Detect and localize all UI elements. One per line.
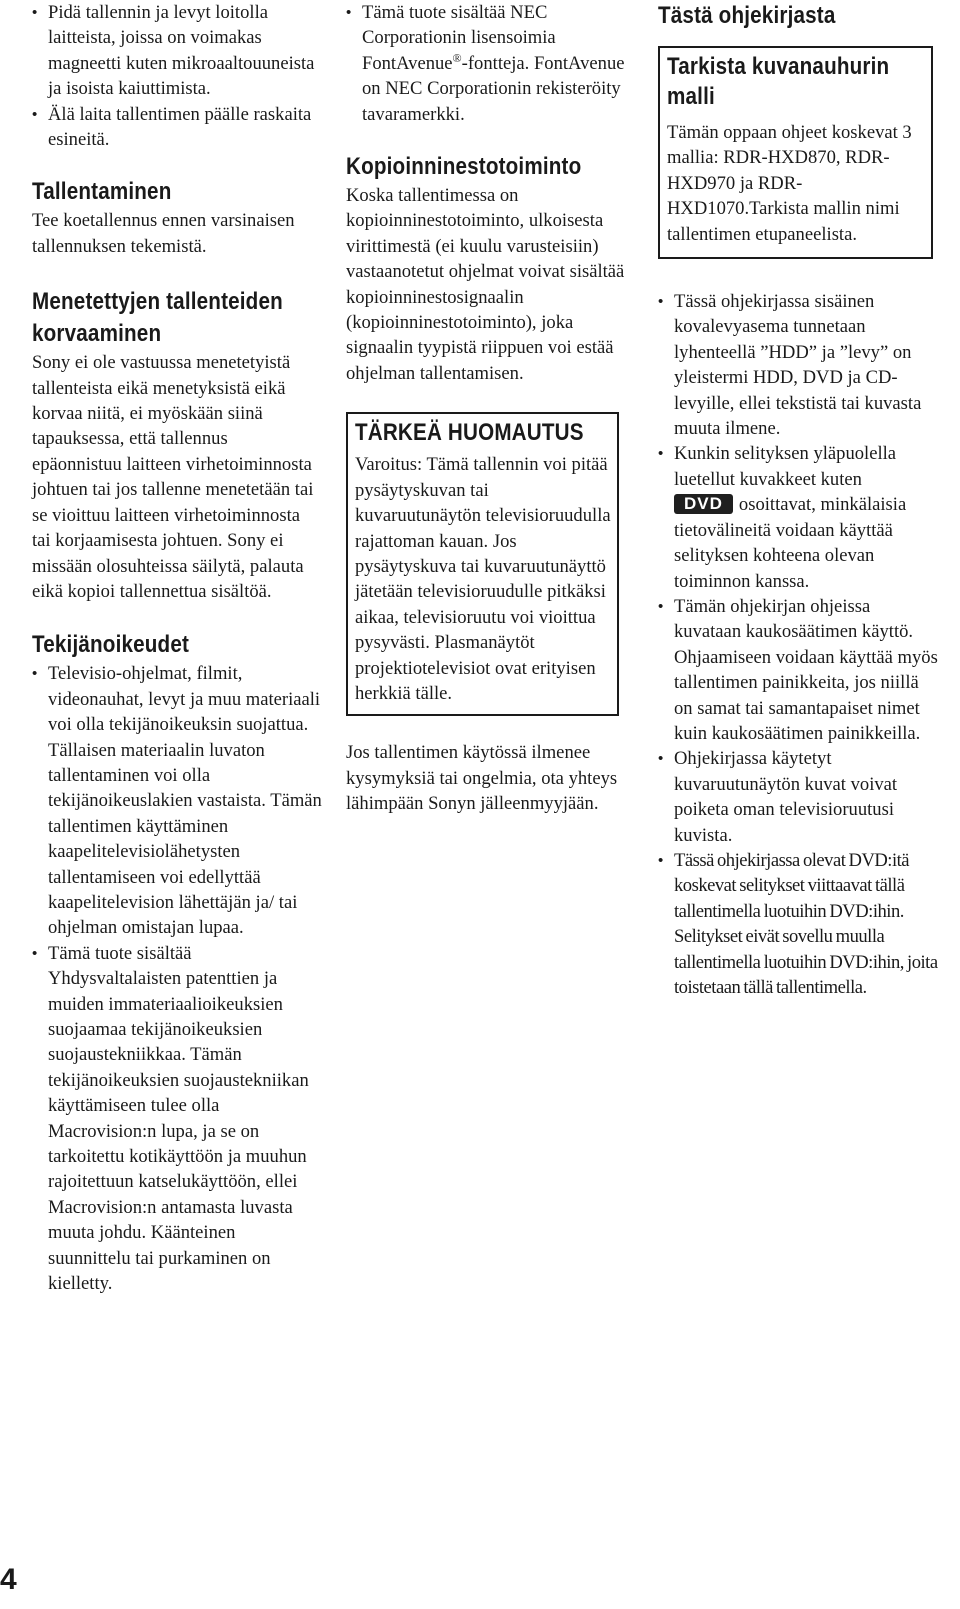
list-item: • Tämän ohjekirjan ohjeissa kuvataan kaukosäätimen käyttö. Ohjaamiseen voidaan käyttää myös tallentimen painikkeita, jos niillä on samat tai samantapaiset nimet kuin kaukosäätimen painikkeilla.	[658, 594, 940, 746]
manual-notes-list	[658, 289, 940, 1000]
list-item: • Tässä ohjekirjassa olevat DVD:itä koskevat selitykset viittaavat tällä tallentimella luotuihin DVD:ihin. Selitykset eivät sovellu muulla tallentimella luotuihin DVD:ihin, joita toistetaan tällä tallentimella.	[658, 848, 940, 1000]
model-check-heading	[667, 52, 889, 112]
list-item: • Ohjekirjassa käytetyt kuvaruutunäytön kuvat voivat poiketa oman televisioruutusi kuvista.	[658, 746, 940, 848]
recording-text: Tee koetallennus ennen varsinaisen tallennuksen tekemistä.	[32, 210, 295, 257]
model-check-heading-line1: Tarkista kuvanauhurin	[667, 53, 890, 80]
list-item: • Älä laita tallentimen päälle raskaita esineitä.	[32, 102, 322, 153]
copy-protection-text: Koska tallentimessa on kopioinninestotoiminto, ulkoisesta virittimestä (ei kuulu varusteisiin) vastaanotetut ohjelmat voivat sisältää kopioinninestosignaalin (kopioinninestotoiminto), joka signaalin tyypistä riippuen voi estää ohjelman tallentamisen.	[346, 185, 625, 384]
compensation-text: Sony ei ole vastuussa menetetyistä tallenteista eikä menetyksistä eikä korvaa niitä, ei myöskään siinä tapauksessa, että tallennus epäonnistuu laitteen virhetoiminnosta johtuen tai jos tallenne menetetään tai se vioittuu laitteen virhetoiminnosta tai korjaamisesta johtuen. Sony ei missään olosuhteissa säilytä, palauta eikä kopioi tallennettua sisältöä.	[32, 352, 314, 602]
contact-text: Jos tallentimen käytössä ilmenee kysymyksiä tai ongelmia, ota yhteys lähimpään Sonyn jälleenmyyjään.	[346, 742, 618, 815]
compensation-heading-line1: Menetettyjen tallenteiden	[32, 288, 283, 316]
list-item: • Tässä ohjekirjassa sisäinen kovalevyasema tunnetaan lyhenteellä ”HDD” ja ”levy” on yleistermi HDD, DVD ja CD-levyille, ellei tekstistä tai kuvasta muuta ilmene.	[658, 289, 940, 441]
list-item: • Pidä tallennin ja levyt loitolla laitteista, joissa on voimakas magneetti kuten mikroaaltouuneista ja isoista kaiuttimista.	[32, 0, 322, 102]
registered-mark: ®	[452, 50, 462, 65]
page-number: 4	[0, 1563, 17, 1596]
model-check-box	[658, 46, 933, 259]
column-1	[32, 0, 322, 1296]
important-notice-text: Varoitus: Tämä tallennin voi pitää pysäytyskuvan tai kuvaruutunäytön televisioruudulla rajattoman kauan. Jos pysäytyskuva tai kuvaruutunäyttö jätetään televisioruudulle pitkäksi aikaa, televisioruutu voi vioittua pysyvästi. Plasmanäytöt projektiotelevisiot ovat erityisen herkkiä tälle.	[355, 454, 611, 704]
important-notice-box	[346, 412, 619, 716]
copyright-list	[32, 661, 322, 1296]
column-2	[346, 0, 628, 817]
list-item	[658, 441, 940, 593]
copyright-heading: Tekijänoikeudet	[32, 631, 190, 659]
nec-text-after: -fontteja. FontAvenue on NEC Corporationin rekisteröity tavaramerkki.	[362, 52, 625, 125]
about-manual-heading: Tästä ohjekirjasta	[658, 2, 836, 29]
precaution-list	[32, 0, 322, 152]
dvd-badge-icon: DVD	[674, 494, 733, 514]
model-check-heading-line2: malli	[667, 83, 715, 110]
list-item: • Televisio-ohjelmat, filmit, videonauhat, levyt ja muu materiaali voi olla tekijänoikeuksin suojattua. Tällaisen materiaalin luvaton tallentaminen voi olla tekijänoikeuslakien vastaista. Tämän tallentimen käyttäminen kaapelitelevisiolähetysten tallentamiseen voi edellyttää kaapelitelevision lähettäjän ja/ tai ohjelman omistajan lupaa.	[32, 661, 322, 940]
trademark-list	[346, 0, 628, 127]
column-3	[658, 0, 940, 1000]
compensation-heading	[32, 286, 281, 350]
nec-text-before: Tämä tuote sisältää NEC Corporationin lisensoimia FontAvenue	[362, 2, 556, 74]
important-notice-heading: TÄRKEÄ HUOMAUTUS	[355, 419, 584, 447]
icon-bullet-before: Kunkin selityksen yläpuolella luetellut kuvakkeet kuten	[674, 443, 897, 490]
list-item: • Tämä tuote sisältää Yhdysvaltalaisten patenttien ja muiden immateriaalioikeuksien suojaamaa tekijänoikeuksien suojaustekniikkaa. Tämän tekijänoikeuksien suojaustekniikan käyttämiseen tulee olla Macrovision:n lupa, ja se on tarkoitettu kotikäyttöön ja muuhun rajoitettuun katselukäyttöön, ellei Macrovision:n antamasta luvasta muuta johdu. Käänteinen suunnittelu tai purkaminen on kielletty.	[32, 941, 322, 1297]
list-item	[346, 0, 628, 127]
model-check-text: Tämän oppaan ohjeet koskevat 3 mallia: RDR-HXD870, RDR-HXD970 ja RDR-HXD1070.Tarkista mallin nimi tallentimen etupaneelista.	[667, 122, 912, 245]
icon-bullet-after: osoittavat, minkälaisia tietovälineitä voidaan käyttää selityksen kohteena olevan toiminnon kanssa.	[674, 494, 907, 592]
recording-heading: Tallentaminen	[32, 178, 172, 206]
compensation-heading-line2: korvaaminen	[32, 320, 162, 348]
copy-protection-heading: Kopioinninestotoiminto	[346, 153, 582, 181]
